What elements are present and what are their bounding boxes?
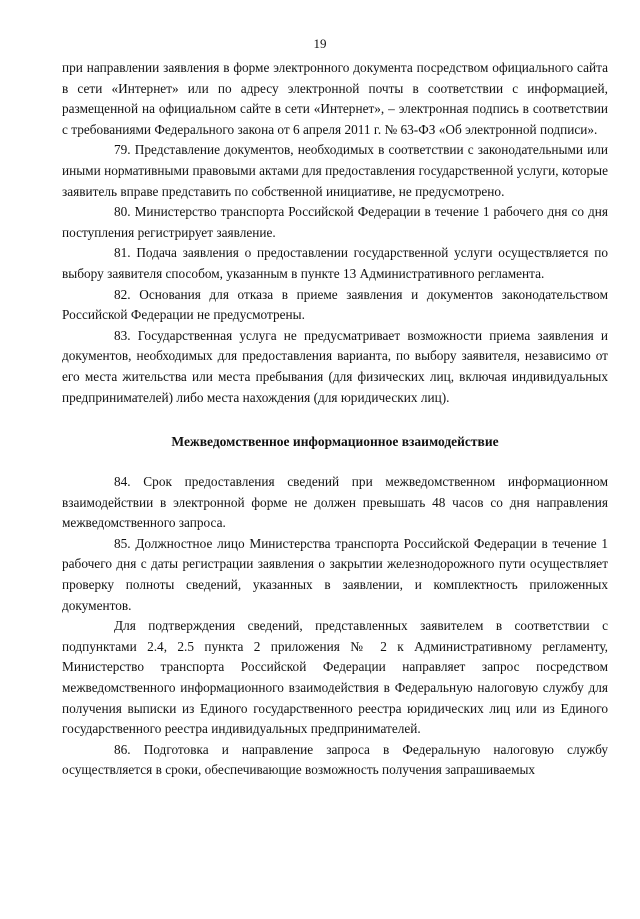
paragraph-p85-2: Для подтверждения сведений, представленных заявителем в соответствии с подпунктами 2.4, 2.5 пункта 2 приложения № 2 к Административному регламенту, Министерство транспорта Российской Федерации направляет запрос посредством межведомственного информационного взаимодействия в Федеральную налоговую службу для получения выписки из Единого государственного реестра юридических лиц или из Единого государственного реестра индивидуальных предпринимателей. [62,618,608,737]
paragraph-p80: 80. Министерство транспорта Российской Федерации в течение 1 рабочего дня со дня поступления регистрирует заявление. [62,204,608,240]
document-body [62,58,608,781]
page-number: 19 [313,36,327,51]
paragraph-p79: 79. Представление документов, необходимых в соответствии с законодательными или иными нормативными правовыми актами для предоставления государственной услуги, которые заявитель вправе представить по собственной инициативе, не предусмотрено. [62,142,608,199]
paragraph-p83: 83. Государственная услуга не предусматривает возможности приема заявления и документов, необходимых для предоставления варианта, по выбору заявителя, независимо от его места жительства или места пребывания (для физических лиц, включая индивидуальных предпринимателей) либо места нахождения (для юридических лиц). [62,327,608,405]
paragraph-p82: 82. Основания для отказа в приеме заявления и документов законодательством Российской Федерации не предусмотрены. [62,286,608,323]
section-heading: Межведомственное информационное взаимодействие [171,434,499,450]
paragraph-p81: 81. Подача заявления о предоставлении государственной услуги осуществляется по выбору заявителя способом, указанным в пункте 13 Административного регламента. [62,245,608,281]
paragraph-p86: 86. Подготовка и направление запроса в Федеральную налоговую службу осуществляется в сроки, обеспечивающие возможность получения запрашиваемых [62,741,608,778]
paragraphs-after-heading [62,472,608,781]
paragraph-p85: 85. Должностное лицо Министерства транспорта Российской Федерации в течение 1 рабочего дня с даты регистрации заявления о закрытии железнодорожного пути осуществляет проверку полноты сведений, указанных в заявлении, и комплектность приложенных документов. [62,535,608,613]
paragraph-p78-cont: при направлении заявления в форме электронного документа посредством официального сайта в сети «Интернет» или по адресу электронной почты в соответствии с информацией, размещенной на официальном сайте в сети «Интернет», – электронная подпись в соответствии с требованиями Федерального закона от 6 апреля 2011 г. № 63-ФЗ «Об электронной подписи». [62,60,608,137]
paragraph-p84: 84. Срок предоставления сведений при межведомственном информационном взаимодействии в электронной форме не должен превышать 48 часов со дня направления межведомственного запроса. [62,474,608,531]
paragraphs-before-heading [62,58,608,408]
